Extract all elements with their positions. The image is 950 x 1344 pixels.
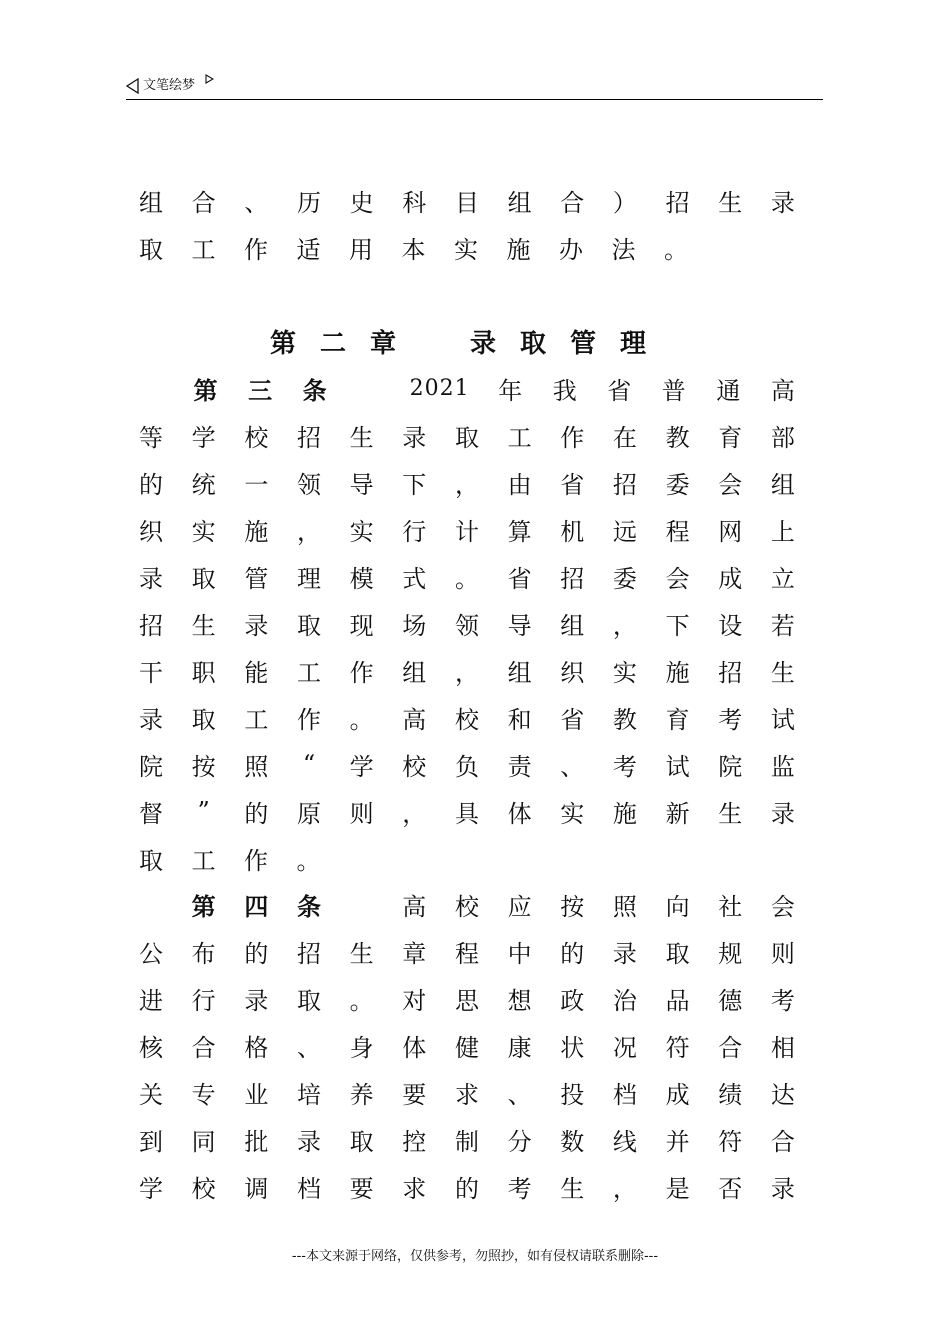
text-char: 向	[665, 892, 690, 921]
text-char: 学	[139, 1174, 163, 1203]
text-char: 组	[139, 188, 163, 217]
text-char: 作	[244, 846, 268, 875]
text-char: 机	[560, 517, 585, 546]
text-char: 导	[349, 470, 374, 499]
text-char: 章	[402, 939, 427, 968]
text-char: 符	[718, 1127, 743, 1156]
text-char: 试	[770, 705, 795, 734]
text-char: 合	[770, 1127, 795, 1156]
text-char: 校	[454, 705, 479, 734]
text-char: 教	[612, 705, 637, 734]
text-char: 通	[716, 376, 741, 405]
text-line	[137, 1025, 797, 1065]
text-char: 施	[612, 799, 637, 828]
text-char: 督	[139, 799, 163, 828]
text-line	[137, 509, 797, 549]
text-char: 由	[507, 470, 532, 499]
chapter-char: 二	[320, 328, 347, 359]
text-char: 。	[664, 235, 688, 264]
text-char: 录	[244, 611, 269, 640]
text-char: 取	[191, 705, 216, 734]
text-char: 施	[244, 517, 269, 546]
text-char: 应	[507, 892, 532, 921]
text-char: 实	[191, 517, 216, 546]
text-char: 省	[560, 470, 585, 499]
text-char: 程	[454, 939, 479, 968]
text-char: 会	[770, 892, 795, 921]
text-char: 工	[507, 423, 532, 452]
chapter-char: 录	[470, 328, 497, 359]
header-title-wrap	[126, 74, 214, 94]
text-char: 政	[560, 986, 585, 1015]
text-char: 招	[139, 611, 163, 640]
text-char: 实	[349, 517, 374, 546]
text-char: 场	[402, 611, 427, 640]
text-char: 录	[770, 1174, 795, 1203]
text-char: 监	[770, 752, 795, 781]
article-label-char: 条	[296, 892, 321, 921]
text-char: 社	[718, 892, 743, 921]
text-char: 下	[402, 470, 427, 499]
article-label-char: 四	[244, 892, 269, 921]
text-char: 本	[401, 235, 426, 264]
text-char: 德	[718, 986, 743, 1015]
text-char: 身	[349, 1033, 374, 1062]
text-char: 等	[139, 423, 163, 452]
text-char: 科	[402, 188, 427, 217]
text-char: 生	[718, 799, 743, 828]
text-char: 实	[612, 658, 637, 687]
text-char: 领	[296, 470, 321, 499]
text-char: 组	[507, 188, 532, 217]
text-line	[137, 884, 797, 924]
text-line	[137, 368, 797, 408]
text-char: 校	[244, 423, 269, 452]
text-line	[137, 978, 797, 1018]
text-line	[137, 791, 797, 831]
text-char: 档	[296, 1174, 321, 1203]
text-char: 录	[770, 188, 795, 217]
text-char: 录	[296, 1127, 321, 1156]
text-char: 织	[139, 517, 163, 546]
text-char: 学	[349, 752, 374, 781]
text-char: 新	[665, 799, 690, 828]
text-char: ，	[296, 517, 321, 546]
chapter-char: 取	[520, 328, 547, 359]
text-char: 体	[402, 1033, 427, 1062]
text-char: 2021	[409, 375, 470, 401]
text-char: 教	[665, 423, 690, 452]
text-char: 取	[349, 1127, 374, 1156]
text-char: 校	[454, 892, 479, 921]
text-char: 达	[770, 1080, 795, 1109]
text-char: 招	[612, 470, 637, 499]
text-char: 一	[244, 470, 269, 499]
text-char: 、	[560, 752, 585, 781]
text-char: 立	[770, 564, 795, 593]
triangle-right-icon	[205, 74, 214, 84]
text-char: 治	[612, 986, 637, 1015]
text-char: 考	[612, 752, 637, 781]
text-char: 省	[507, 564, 532, 593]
text-char: 档	[612, 1080, 637, 1109]
text-char: 品	[665, 986, 690, 1015]
text-char: ，	[612, 611, 637, 640]
text-char: 取	[296, 611, 321, 640]
text-char: 校	[402, 752, 427, 781]
text-char: 布	[191, 939, 216, 968]
text-char: 部	[770, 423, 795, 452]
text-line	[137, 931, 797, 971]
text-char: 线	[612, 1127, 637, 1156]
text-char: 能	[244, 658, 269, 687]
text-char: 工	[296, 658, 321, 687]
text-char: 施	[506, 235, 531, 264]
text-char: 统	[191, 470, 216, 499]
text-char: ）	[612, 188, 637, 217]
text-char: 况	[612, 1033, 637, 1062]
text-char: 、	[244, 188, 269, 217]
text-char: 用	[349, 235, 373, 264]
text-char: 养	[349, 1080, 374, 1109]
text-char: 照	[244, 752, 269, 781]
text-char: 想	[507, 986, 532, 1015]
text-char: 的	[244, 799, 269, 828]
text-char: 规	[718, 939, 743, 968]
text-char: 取	[139, 846, 163, 875]
text-char: 合	[191, 1033, 216, 1062]
header-title: 文笔绘梦	[143, 78, 196, 93]
text-char: 是	[665, 1174, 690, 1203]
text-char: 理	[296, 564, 321, 593]
text-char: 作	[244, 235, 268, 264]
text-char: 要	[402, 1080, 427, 1109]
text-char: 调	[244, 1174, 269, 1203]
text-char: 取	[296, 986, 321, 1015]
text-char: 普	[661, 376, 686, 405]
chapter-char: 第	[270, 328, 297, 359]
article-label-char: 条	[302, 376, 327, 405]
page-header	[126, 72, 823, 100]
text-char: 织	[560, 658, 585, 687]
text-char: 组	[560, 611, 585, 640]
chapter-heading	[270, 321, 670, 361]
text-char: 按	[560, 892, 585, 921]
text-char: 院	[139, 752, 163, 781]
text-char: 年	[498, 376, 523, 405]
text-char: 状	[560, 1033, 585, 1062]
text-char: 招	[718, 658, 743, 687]
text-char: 管	[244, 564, 269, 593]
text-char: 生	[191, 611, 216, 640]
text-line	[137, 227, 797, 267]
text-char: 成	[665, 1080, 690, 1109]
text-char: 实	[454, 235, 478, 264]
text-char: 委	[612, 564, 637, 593]
chapter-char: 章	[370, 328, 397, 359]
text-char: 公	[139, 939, 163, 968]
text-char: 投	[560, 1080, 585, 1109]
text-char: 录	[244, 986, 269, 1015]
text-char: 若	[770, 611, 795, 640]
text-char: ，	[454, 658, 479, 687]
text-char: 作	[560, 423, 585, 452]
text-char: 格	[244, 1033, 269, 1062]
text-char: 控	[402, 1127, 427, 1156]
article-label-char: 第	[193, 376, 218, 405]
text-char: 省	[560, 705, 585, 734]
text-char: 进	[139, 986, 163, 1015]
text-char: 招	[296, 423, 321, 452]
text-char: ，	[402, 799, 427, 828]
text-char: 的	[560, 939, 585, 968]
text-char: 算	[507, 517, 532, 546]
text-char: 法	[611, 235, 636, 264]
text-line	[137, 603, 797, 643]
text-char: 具	[454, 799, 479, 828]
text-char: 适	[296, 235, 321, 264]
text-line	[137, 744, 797, 784]
text-char: 体	[507, 799, 532, 828]
text-char: 健	[454, 1033, 479, 1062]
text-char: 求	[454, 1080, 479, 1109]
text-char: 求	[402, 1174, 427, 1203]
text-char: 录	[612, 939, 637, 968]
text-char: 到	[139, 1127, 163, 1156]
text-char: 施	[665, 658, 690, 687]
text-char: 在	[612, 423, 637, 452]
text-char: 数	[560, 1127, 585, 1156]
text-char: 招	[296, 939, 321, 968]
text-line	[137, 838, 797, 878]
text-char: 责	[507, 752, 532, 781]
text-line	[137, 1119, 797, 1159]
text-char: 领	[454, 611, 479, 640]
text-char: 目	[454, 188, 479, 217]
text-char: 并	[665, 1127, 690, 1156]
text-line	[137, 697, 797, 737]
text-char: 生	[770, 658, 795, 687]
text-char: 按	[191, 752, 216, 781]
text-char: 行	[402, 517, 427, 546]
text-char: 分	[507, 1127, 532, 1156]
text-char: 录	[139, 564, 163, 593]
text-char: 干	[139, 658, 163, 687]
chapter-char: 管	[570, 328, 597, 359]
text-char: 育	[665, 705, 690, 734]
text-char: 成	[718, 564, 743, 593]
text-char: 取	[454, 423, 479, 452]
text-char: 和	[507, 705, 532, 734]
text-char: 中	[507, 939, 532, 968]
text-char: 设	[718, 611, 743, 640]
text-char: ，	[454, 470, 479, 499]
text-char: 。	[454, 564, 479, 593]
text-char: 高	[402, 892, 427, 921]
text-char: 招	[560, 564, 585, 593]
text-char: 招	[665, 188, 690, 217]
text-char: 。	[296, 846, 321, 875]
text-char: 试	[665, 752, 690, 781]
text-char: 相	[770, 1033, 795, 1062]
text-char: 历	[296, 188, 321, 217]
text-line	[137, 1166, 797, 1206]
text-char: 否	[718, 1174, 743, 1203]
text-char: 取	[191, 564, 216, 593]
text-char: 合	[560, 188, 585, 217]
text-char: 合	[718, 1033, 743, 1062]
text-char: 组	[770, 470, 795, 499]
text-char: 录	[402, 423, 427, 452]
text-char: 制	[454, 1127, 479, 1156]
text-char: 作	[296, 705, 321, 734]
text-char: 程	[665, 517, 690, 546]
text-char: 育	[718, 423, 743, 452]
text-char: 批	[244, 1127, 269, 1156]
text-char: 的	[139, 470, 163, 499]
text-char: 、	[507, 1080, 532, 1109]
text-char: 原	[296, 799, 321, 828]
text-char: 、	[296, 1033, 321, 1062]
text-char: 对	[402, 986, 427, 1015]
text-char: 录	[139, 705, 163, 734]
text-char: 要	[349, 1174, 374, 1203]
article-label-char: 三	[248, 376, 273, 405]
text-char: 的	[244, 939, 269, 968]
text-char: 康	[507, 1033, 532, 1062]
text-char: 负	[454, 752, 479, 781]
text-char: 高	[770, 376, 795, 405]
text-line	[137, 1072, 797, 1112]
text-char: 生	[349, 939, 374, 968]
text-char: 模	[349, 564, 374, 593]
text-char: 工	[191, 846, 216, 875]
text-char: 取	[139, 235, 163, 264]
text-char: 考	[507, 1174, 532, 1203]
text-char: 关	[139, 1080, 163, 1109]
text-char: 史	[349, 188, 374, 217]
text-char: 培	[296, 1080, 321, 1109]
text-char: 远	[612, 517, 637, 546]
text-char: 校	[191, 1174, 216, 1203]
text-char: 合	[191, 188, 216, 217]
text-line	[137, 462, 797, 502]
text-line	[137, 180, 797, 220]
text-char: 业	[244, 1080, 269, 1109]
text-line	[137, 650, 797, 690]
text-char: 我	[552, 376, 577, 405]
text-char: 办	[559, 235, 583, 264]
text-char: 委	[665, 470, 690, 499]
text-char: 计	[454, 517, 479, 546]
text-char: 下	[665, 611, 690, 640]
text-char: 组	[507, 658, 532, 687]
text-char: 现	[349, 611, 374, 640]
text-char: 生	[560, 1174, 585, 1203]
text-char: 照	[612, 892, 637, 921]
text-char: 。	[349, 705, 374, 734]
text-char: 。	[349, 986, 374, 1015]
text-char: 考	[770, 986, 795, 1015]
text-char: 则	[349, 799, 374, 828]
text-char: ”	[197, 797, 210, 825]
text-char: “	[302, 750, 316, 778]
footer-disclaimer: ---本文来源于网络，仅供参考，勿照抄，如有侵权请联系删除---	[291, 1249, 659, 1264]
text-char: 生	[718, 188, 743, 217]
text-char: 的	[454, 1174, 479, 1203]
text-char: 核	[139, 1033, 163, 1062]
text-char: 式	[402, 564, 427, 593]
text-char: 工	[191, 235, 216, 264]
text-char: 同	[191, 1127, 216, 1156]
text-char: 专	[191, 1080, 216, 1109]
text-char: 实	[560, 799, 585, 828]
text-char: 工	[244, 705, 269, 734]
text-char: 行	[191, 986, 216, 1015]
text-char: 院	[718, 752, 743, 781]
text-char: 生	[349, 423, 374, 452]
text-char: 作	[349, 658, 374, 687]
text-char: 上	[770, 517, 795, 546]
text-line	[137, 415, 797, 455]
chapter-char: 理	[620, 328, 647, 359]
text-char: 导	[507, 611, 532, 640]
text-char: 绩	[718, 1080, 743, 1109]
text-char: 则	[770, 939, 795, 968]
text-char: 学	[191, 423, 216, 452]
text-char: 组	[402, 658, 427, 687]
text-char: 职	[191, 658, 216, 687]
article-label-char: 第	[191, 892, 216, 921]
text-char: 符	[665, 1033, 690, 1062]
text-char: 录	[770, 799, 795, 828]
text-char: 高	[402, 705, 427, 734]
text-char: 省	[607, 376, 632, 405]
text-char: ，	[612, 1174, 637, 1203]
text-char: 网	[718, 517, 743, 546]
text-char: 取	[665, 939, 690, 968]
text-char: 考	[718, 705, 743, 734]
triangle-left-icon	[126, 78, 140, 94]
text-char: 思	[454, 986, 479, 1015]
text-char: 会	[718, 470, 743, 499]
text-line	[137, 556, 797, 596]
text-char: 会	[665, 564, 690, 593]
